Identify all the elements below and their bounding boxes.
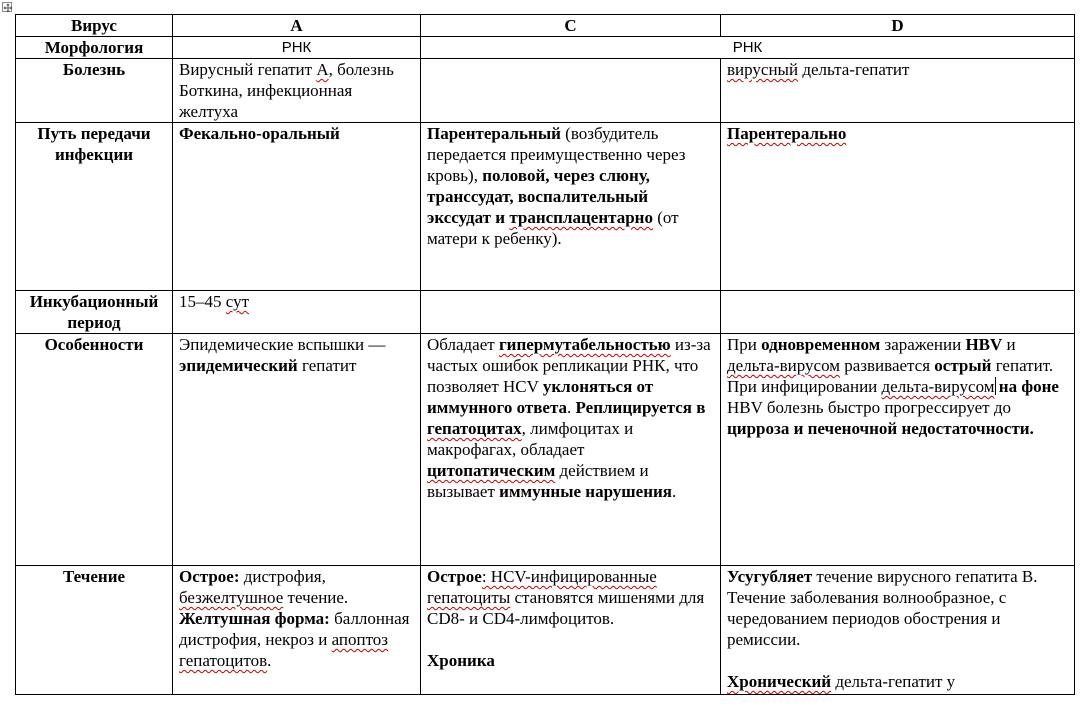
spell-text: апоптоз xyxy=(331,630,389,649)
transmission-label[interactable]: Путь передачи инфекции xyxy=(16,123,173,291)
bold-text: иммунные нарушения xyxy=(499,482,672,501)
features-row xyxy=(16,334,1075,566)
text: (от матери к ребенку). xyxy=(427,208,679,248)
spell-bold-text: гипермутабельностью xyxy=(498,335,671,354)
text: баллонная дистрофия, некроз и xyxy=(179,609,410,649)
spell-text: гепатоциты xyxy=(427,588,511,607)
header-virus[interactable]: Вирус xyxy=(16,15,173,37)
text: гепатит xyxy=(297,356,357,375)
spell-bold-text: цитопатическим xyxy=(427,461,556,480)
text: дельта-гепатит у xyxy=(831,672,956,691)
morphology-cd[interactable] xyxy=(421,37,1075,59)
bold-text: Острое xyxy=(427,567,482,586)
text: течение. xyxy=(283,588,349,607)
disease-c[interactable] xyxy=(421,59,721,123)
text: действием и вызывает xyxy=(427,461,649,501)
features-d[interactable] xyxy=(721,334,1075,566)
incubation-label[interactable]: Инкубационный период xyxy=(16,291,173,334)
spell-text: гепатоцитов xyxy=(179,651,268,670)
text: (возбудитель передается преимущественно через кровь), xyxy=(427,124,686,185)
spell-bold-text: Хронический xyxy=(727,672,832,691)
text: Обладает xyxy=(427,335,499,354)
features-c[interactable] xyxy=(421,334,721,566)
text: гепатит. При инфицировании xyxy=(727,356,1054,396)
spell-bold-text: гепатоцитах xyxy=(427,419,522,438)
course-d[interactable] xyxy=(721,566,1075,695)
bold-text: Желтушная форма: xyxy=(179,609,330,628)
hepatitis-virus-table xyxy=(15,14,1075,695)
incubation-d[interactable] xyxy=(721,291,1075,334)
course-a[interactable] xyxy=(173,566,421,695)
transmission-c[interactable] xyxy=(421,123,721,291)
bold-text: уклоняться от иммунного ответа xyxy=(427,377,654,417)
text: . xyxy=(267,651,272,670)
spell-text: вирусный xyxy=(727,60,799,79)
disease-row xyxy=(16,59,1075,123)
bold-text: половой, через слюну, транссудат, воспалительный экссудат и xyxy=(427,166,650,227)
bold-text: Парентеральный xyxy=(427,124,561,143)
header-col-d[interactable]: D xyxy=(721,15,1075,37)
spell-bold-text: Парентерально xyxy=(727,124,847,143)
text: . xyxy=(567,398,576,417)
bold-text: на фоне xyxy=(998,377,1059,396)
incubation-row xyxy=(16,291,1075,334)
incubation-a[interactable] xyxy=(173,291,421,334)
spell-text: сут xyxy=(225,292,250,311)
paragraph-gap xyxy=(727,650,1068,671)
bold-text: Реплицируется в xyxy=(575,398,706,417)
bold-text: HBV xyxy=(965,335,1003,354)
bold-text: Хроника xyxy=(427,651,495,670)
text: . xyxy=(672,482,677,501)
spell-text: дельта-вирусом xyxy=(881,377,995,396)
spell-text: безжелтушное xyxy=(179,588,284,607)
text: дистрофия, xyxy=(239,567,326,586)
incubation-c[interactable] xyxy=(421,291,721,334)
transmission-a[interactable]: Фекально-оральный xyxy=(173,123,421,291)
text: развивается xyxy=(840,356,935,375)
header-col-a[interactable]: A xyxy=(173,15,421,37)
transmission-row xyxy=(16,123,1075,291)
text: Вирусный гепатит xyxy=(179,60,317,79)
text: При xyxy=(727,335,762,354)
text: из-за частых ошибок репликации РНК, что позволяет HCV xyxy=(427,335,711,396)
text: 15–45 xyxy=(179,292,226,311)
transmission-d[interactable] xyxy=(721,123,1075,291)
text: становятся мишенями для CD8- и CD4-лимфоцитов. xyxy=(427,588,705,628)
morphology-label[interactable]: Морфология xyxy=(16,37,173,59)
move-arrows-icon xyxy=(3,3,13,13)
disease-a[interactable] xyxy=(173,59,421,123)
spell-bold-text: трансплацентарно xyxy=(509,208,653,227)
disease-label[interactable]: Болезнь xyxy=(16,59,173,123)
text: HBV болезнь быстро прогрессирует до xyxy=(727,398,1011,417)
features-label[interactable]: Особенности xyxy=(16,334,173,566)
disease-d[interactable] xyxy=(721,59,1075,123)
morphology-row xyxy=(16,37,1075,59)
spell-text: А xyxy=(316,60,329,79)
bold-text: Острое: xyxy=(179,567,240,586)
course-c[interactable] xyxy=(421,566,721,695)
text: Эпидемические вспышки — xyxy=(179,335,386,354)
morphology-a[interactable]: РНК xyxy=(173,37,421,59)
text: дельта-гепатит xyxy=(798,60,910,79)
features-a[interactable] xyxy=(173,334,421,566)
spell-text: : HCV-инфицированные xyxy=(481,567,657,586)
bold-text: цирроза и печеночной недостаточности. xyxy=(727,419,1034,438)
morphology-cd-text: РНК xyxy=(732,39,763,56)
course-row xyxy=(16,566,1075,695)
text: , болезнь Боткина, инфекционная желтуха xyxy=(179,60,394,121)
header-col-c[interactable]: C xyxy=(421,15,721,37)
text: , лимфоцитах и макрофагах, обладает xyxy=(427,419,634,459)
text: течение вирусного гепатита B. Течение заболевания волнообразное, с чередованием периодов обострения и ремиссии. xyxy=(727,567,1038,649)
bold-text: острый xyxy=(934,356,992,375)
course-label[interactable]: Течение xyxy=(16,566,173,695)
text: и xyxy=(1002,335,1016,354)
bold-text: одновременном xyxy=(761,335,881,354)
text: заражении xyxy=(880,335,966,354)
spell-text: дельта-вирусом xyxy=(727,356,841,375)
paragraph-gap xyxy=(427,629,714,650)
bold-text: эпидемический xyxy=(179,356,298,375)
bold-text: Усугубляет xyxy=(727,567,813,586)
header-row xyxy=(16,15,1075,37)
table-move-handle[interactable] xyxy=(2,2,12,12)
